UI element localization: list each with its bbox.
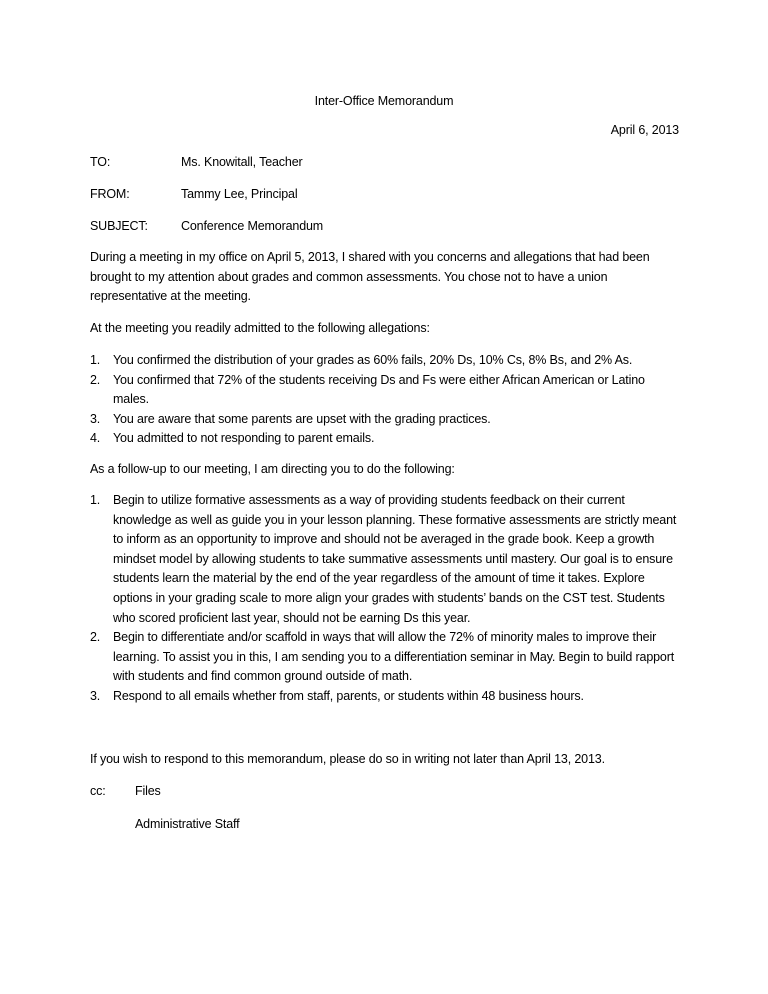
list-item (90, 371, 678, 410)
list-item-text: You admitted to not responding to parent emails. (113, 431, 375, 446)
subject-label: SUBJECT: (90, 219, 148, 233)
list-item-text: Respond to all emails whether from staff, parents, or students within 48 business hours. (113, 688, 584, 703)
directives-heading: As a follow-up to our meeting, I am directing you to do the following: (90, 462, 455, 476)
memo-title: Inter-Office Memorandum (314, 94, 454, 108)
list-item-number: 4. (90, 431, 101, 446)
list-item-number: 3. (90, 411, 101, 426)
closing-paragraph: If you wish to respond to this memorandum, please do so in writing not later than April 13, 2013. (90, 752, 605, 766)
list-item (90, 628, 678, 687)
list-item (90, 687, 678, 707)
list-item (90, 429, 678, 449)
allegations-list (90, 351, 678, 449)
directives-list (90, 491, 678, 707)
list-item-number: 2. (90, 630, 101, 645)
intro-paragraph: During a meeting in my office on April 5, 2013, I shared with you concerns and allegations that had been brought to my attention about grades and common assessments. You chose not to have a union representative at the meeting. (90, 250, 650, 304)
list-item-number: 1. (90, 493, 101, 507)
list-item (90, 491, 678, 628)
cc-item-administrative-staff: Administrative Staff (135, 817, 240, 831)
list-item-text: You confirmed that 72% of the students receiving Ds and Fs were either African American or Latino males. (113, 372, 645, 407)
list-item (90, 410, 678, 430)
allegations-heading: At the meeting you readily admitted to the following allegations: (90, 321, 430, 335)
list-item-number: 1. (90, 353, 101, 367)
cc-item-files: Files (135, 784, 161, 798)
list-item-text: You are aware that some parents are upset with the grading practices. (113, 411, 491, 426)
cc-label: cc: (90, 784, 106, 798)
list-item-text: Begin to differentiate and/or scaffold in ways that will allow the 72% of minority males to improve their learning. To assist you in this, I am sending you to a differentiation seminar in May. Begin to build rapport with students and find common ground outside of math. (113, 630, 675, 684)
from-value: Tammy Lee, Principal (181, 187, 298, 201)
list-item-number: 2. (90, 372, 101, 387)
memo-date: April 6, 2013 (610, 123, 679, 137)
list-item-number: 3. (90, 688, 101, 703)
list-item-text: Begin to utilize formative assessments as a way of providing students feedback on their current knowledge as well as guide you in your lesson planning. These formative assessments are strictly meant to inform as an opportunity to improve and should not be averaged in the grade book. Keep a growth mindset model by allowing students to take summative assessments until mastery. Our goal is to ensure students learn the material by the end of the year regardless of the amount of time it takes. Explore options in your grading scale to more align your grades with students’ bands on the CST test. Students who scored proficient last year, should not be earning Ds this year. (113, 493, 677, 625)
list-item-text: You confirmed the distribution of your grades as 60% fails, 20% Ds, 10% Cs, 8% Bs, and 2% As. (113, 353, 633, 367)
from-label: FROM: (90, 187, 130, 201)
subject-value: Conference Memorandum (181, 219, 324, 233)
list-item (90, 351, 678, 371)
to-label: TO: (90, 155, 111, 169)
to-value: Ms. Knowitall, Teacher (181, 155, 303, 169)
